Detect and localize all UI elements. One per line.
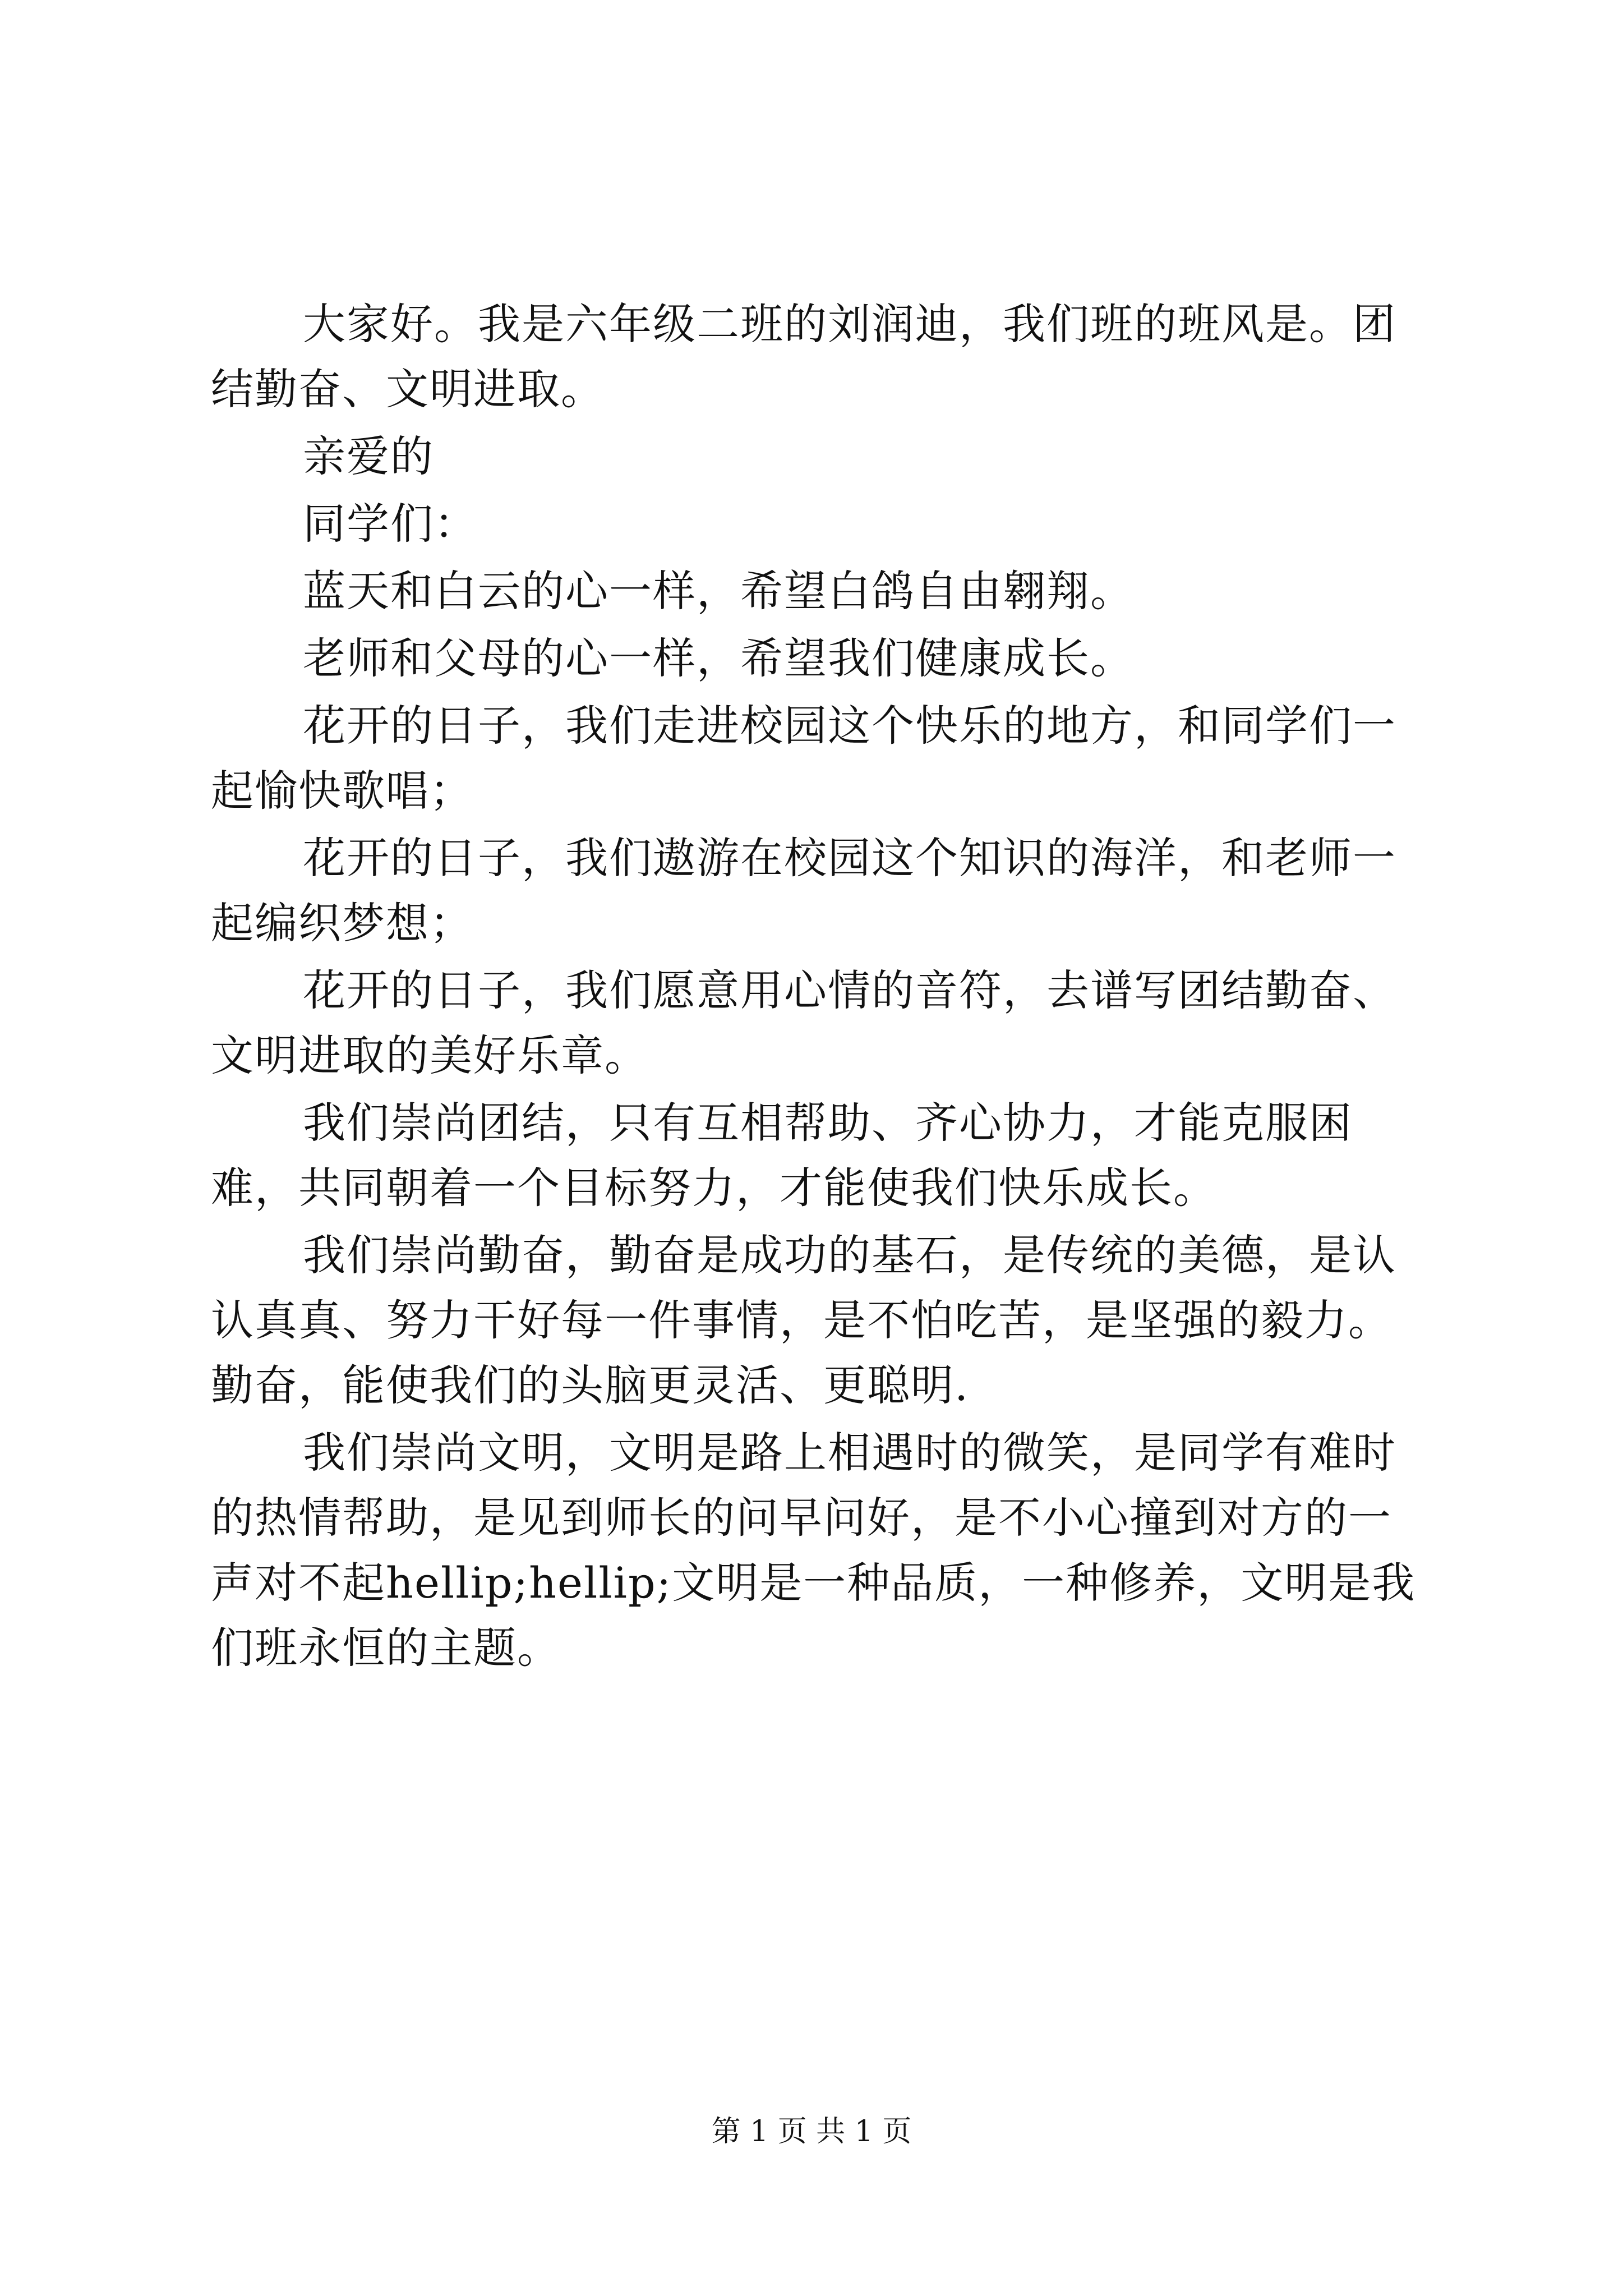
paragraph-flowers-1: 花开的日子，我们走进校园这个快乐的地方，和同学们一起愉快歌唱； bbox=[211, 701, 1396, 816]
paragraph-flowers-3: 花开的日子，我们愿意用心情的音符，去谱写团结勤奋、文明进取的美好乐章。 bbox=[211, 965, 1396, 1080]
paragraph-flowers-2: 花开的日子，我们遨游在校园这个知识的海洋，和老师一起编织梦想； bbox=[211, 833, 1396, 948]
paragraph-civility: 我们崇尚文明，文明是路上相遇时的微笑，是同学有难时的热情帮助，是见到师长的问早问好，是不小心撞到对方的一声对不起hellip;hellip;文明是一种品质，一种修养，文明是我们班永恒的主题。 bbox=[211, 1428, 1416, 1673]
paragraph-salutation-1: 亲爱的 bbox=[303, 431, 434, 481]
page-footer: 第 1 页 共 1 页 bbox=[711, 2115, 912, 2148]
paragraph-greeting: 大家好。我是六年级二班的刘润迪，我们班的班风是。团结勤奋、文明进取。 bbox=[211, 299, 1396, 414]
paragraph-teachers: 老师和父母的心一样，希望我们健康成长。 bbox=[303, 633, 1134, 683]
paragraph-sky: 蓝天和白云的心一样，希望白鸽自由翱翔。 bbox=[303, 566, 1134, 616]
paragraph-unity: 我们崇尚团结，只有互相帮助、齐心协力，才能克服困难，共同朝着一个目标努力，才能使我们快乐成长。 bbox=[211, 1098, 1353, 1213]
document-body bbox=[211, 292, 1422, 1683]
paragraph-diligence: 我们崇尚勤奋，勤奋是成功的基石，是传统的美德，是认认真真、努力干好每一件事情，是不怕吃苦，是坚强的毅力。勤奋，能使我们的头脑更灵活、更聪明. bbox=[211, 1230, 1396, 1410]
paragraph-salutation-2: 同学们： bbox=[303, 499, 478, 549]
